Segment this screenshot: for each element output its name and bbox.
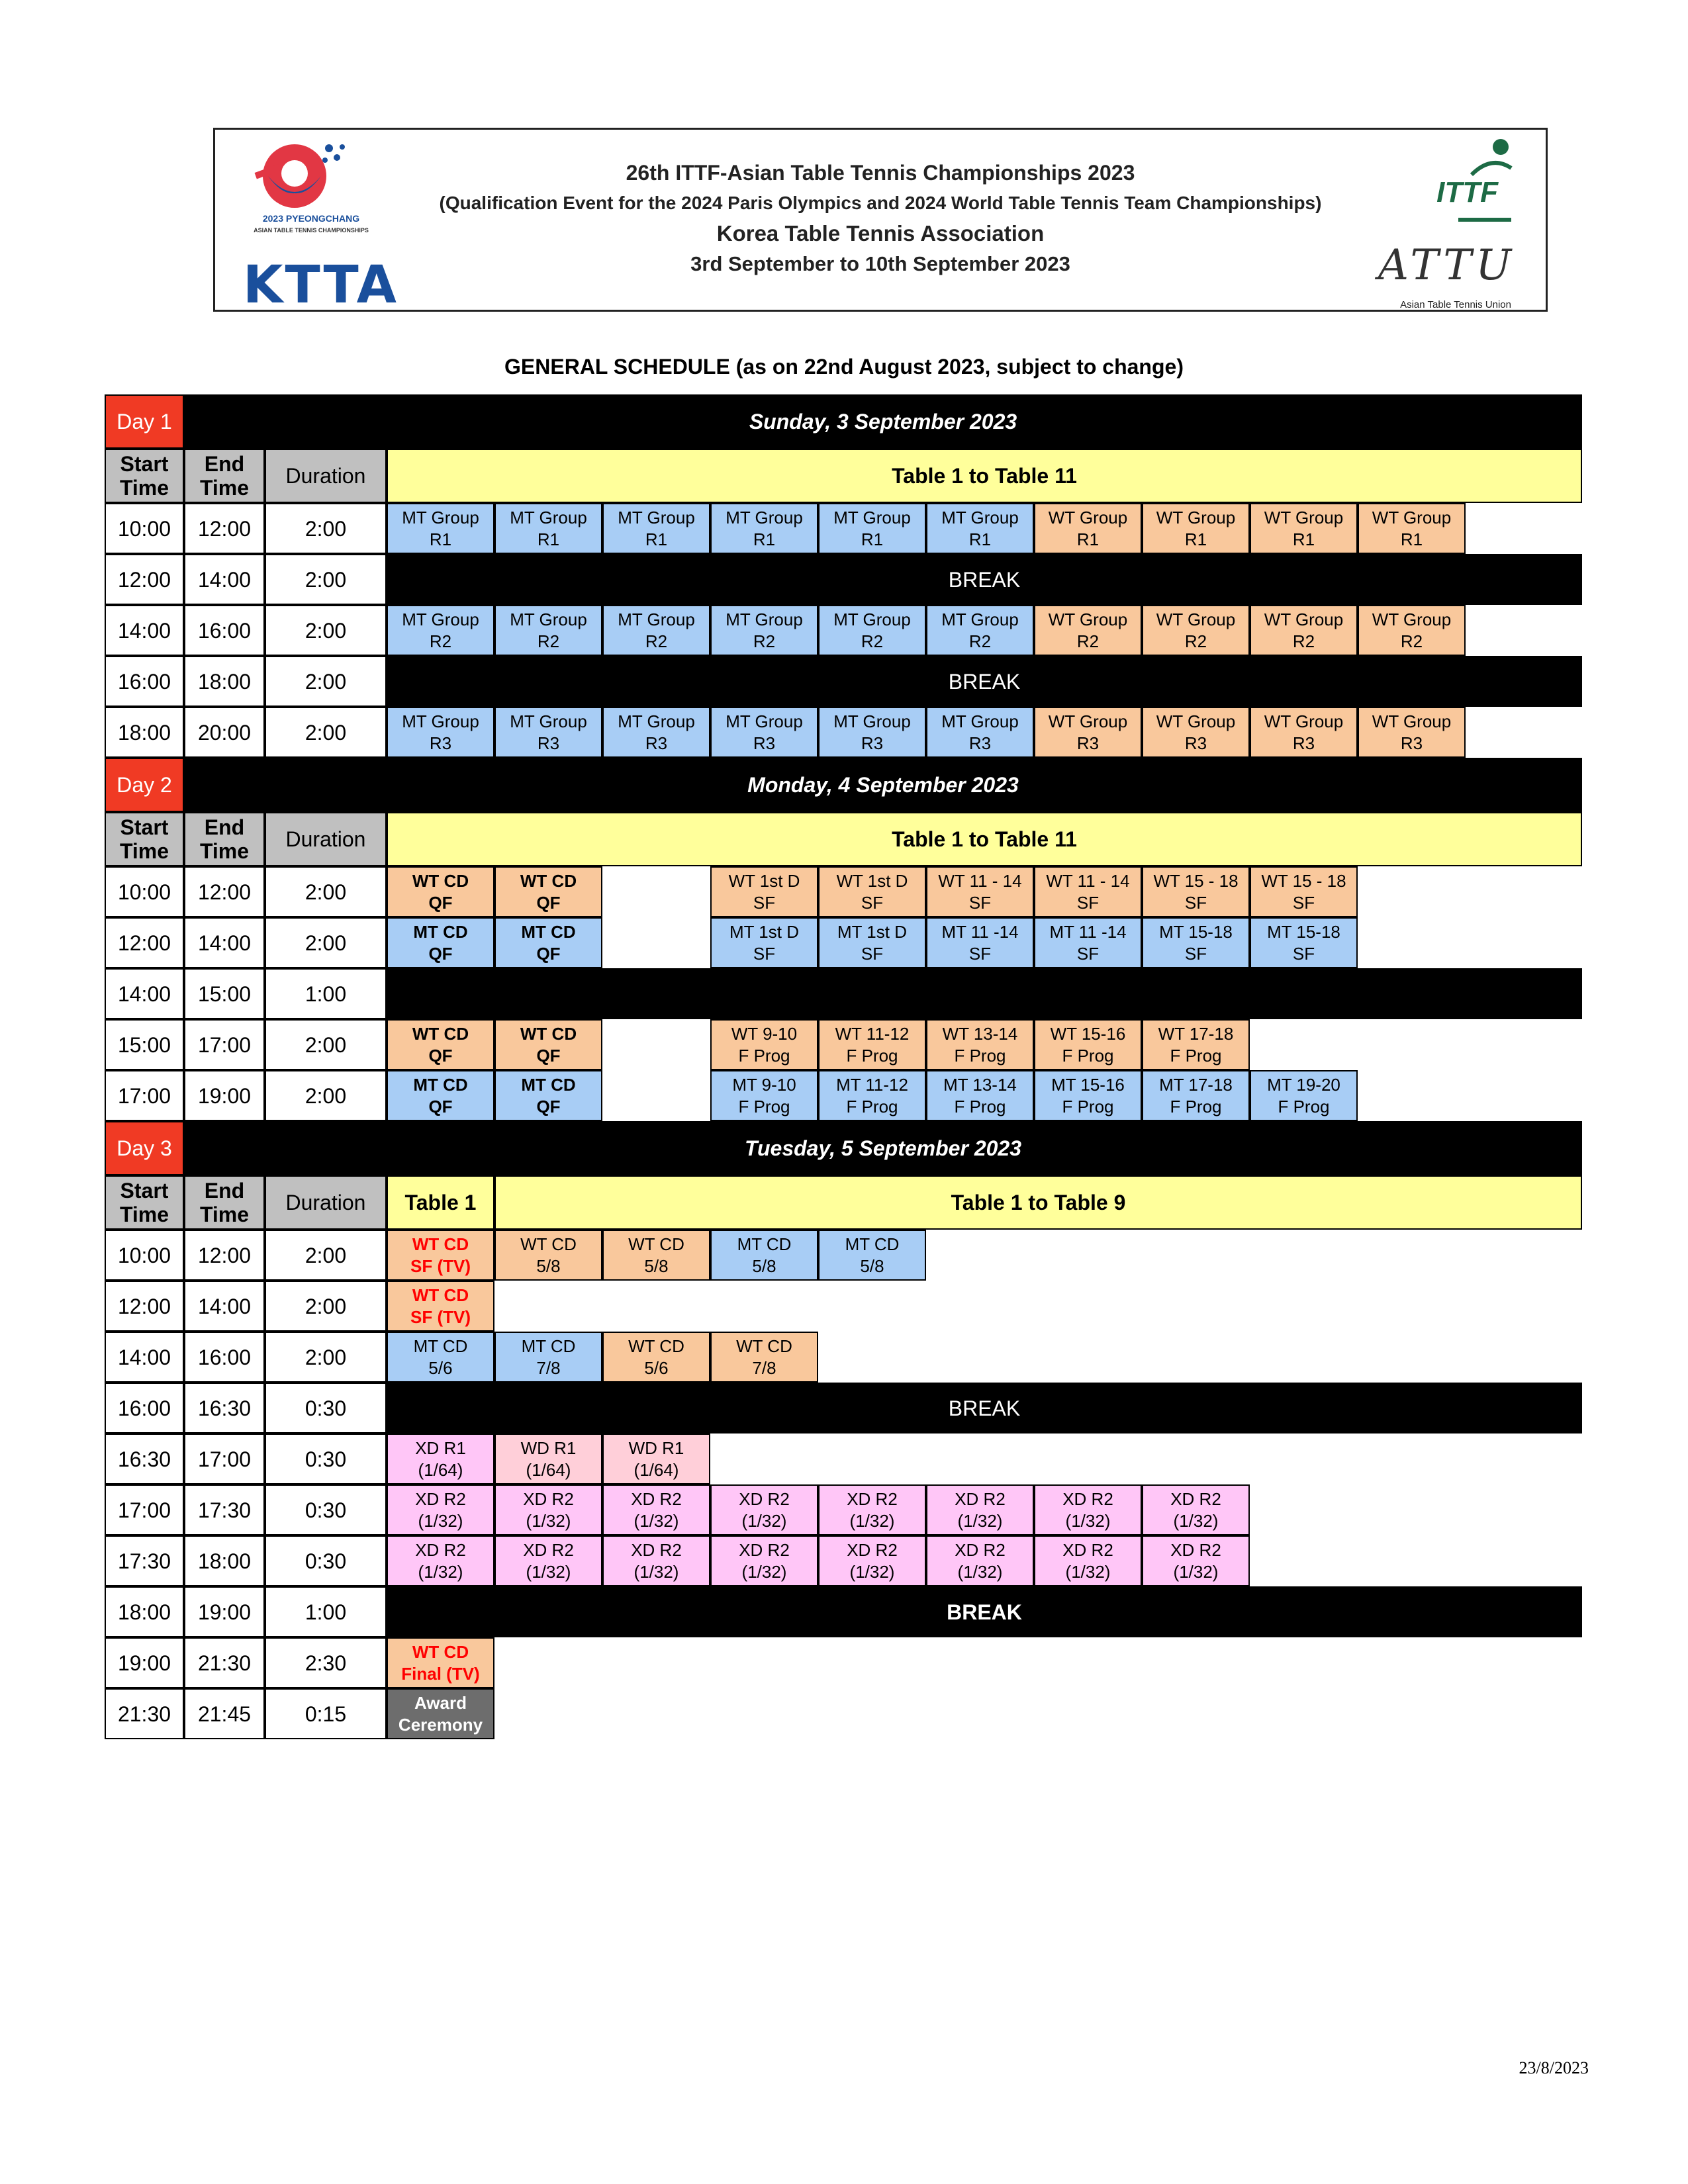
event-cell: WT 11-12 F Prog — [818, 1019, 926, 1070]
column-header-end: End Time — [184, 449, 265, 503]
event-cell: WT Group R1 — [1034, 503, 1142, 554]
event-cell: MT Group R3 — [818, 707, 926, 758]
event-cell: WT 17-18 F Prog — [1142, 1019, 1250, 1070]
start-time: 21:30 — [105, 1688, 184, 1739]
duration: 2:00 — [265, 917, 387, 968]
paddle-icon — [228, 135, 387, 214]
empty-black-band — [387, 968, 1582, 1019]
duration: 0:30 — [265, 1433, 387, 1484]
event-cell: WT Group R1 — [1142, 503, 1250, 554]
duration: 2:30 — [265, 1637, 387, 1688]
event-cell: MT Group R2 — [710, 605, 818, 656]
start-time: 17:00 — [105, 1070, 184, 1121]
column-header-start: Start Time — [105, 812, 184, 866]
duration: 0:30 — [265, 1535, 387, 1586]
event-cell: MT Group R2 — [494, 605, 602, 656]
event-cell: WT Group R2 — [1034, 605, 1142, 656]
event-cell: MT 11 -14 SF — [926, 917, 1034, 968]
event-cell: MT 13-14 F Prog — [926, 1070, 1034, 1121]
day-date-bar: Tuesday, 5 September 2023 — [184, 1121, 1582, 1175]
event-cell: XD R1 (1/64) — [387, 1433, 494, 1484]
end-time: 14:00 — [184, 917, 265, 968]
break-band: BREAK — [387, 1383, 1582, 1433]
event-title: 26th ITTF-Asian Table Tennis Championships 2023 — [626, 161, 1135, 185]
event-cell: MT CD QF — [494, 917, 602, 968]
event-cell: MT Group R3 — [926, 707, 1034, 758]
event-cell: MT Group R2 — [818, 605, 926, 656]
event-cell: WT CD SF (TV) — [387, 1281, 494, 1332]
event-cell: MT CD QF — [387, 1070, 494, 1121]
event-cell: WT 15-16 F Prog — [1034, 1019, 1142, 1070]
event-cell: WD R1 (1/64) — [602, 1433, 710, 1484]
end-time: 14:00 — [184, 554, 265, 605]
event-cell: MT Group R2 — [926, 605, 1034, 656]
start-time: 18:00 — [105, 1586, 184, 1637]
event-cell: WT Group R3 — [1142, 707, 1250, 758]
event-cell: MT 11-12 F Prog — [818, 1070, 926, 1121]
event-cell: MT Group R2 — [387, 605, 494, 656]
event-cell: WT Group R3 — [1358, 707, 1466, 758]
start-time: 10:00 — [105, 1230, 184, 1281]
federation-logos — [1378, 135, 1538, 310]
event-cell: WT 15 - 18 SF — [1250, 866, 1358, 917]
duration: 2:00 — [265, 1230, 387, 1281]
end-time: 14:00 — [184, 1281, 265, 1332]
event-subtitle: (Qualification Event for the 2024 Paris Olympics and 2024 World Table Tennis Team Championships) — [439, 193, 1322, 213]
event-cell: MT CD 5/8 — [710, 1230, 818, 1281]
start-time: 17:00 — [105, 1484, 184, 1535]
event-cell: MT 19-20 F Prog — [1250, 1070, 1358, 1121]
day-date-bar: Sunday, 3 September 2023 — [184, 394, 1582, 449]
event-cell: WT CD 5/8 — [494, 1230, 602, 1281]
end-time: 16:00 — [184, 605, 265, 656]
end-time: 12:00 — [184, 503, 265, 554]
event-cell: MT 1st D SF — [710, 917, 818, 968]
event-cell: MT CD QF — [387, 917, 494, 968]
break-band: BREAK — [387, 1586, 1582, 1637]
event-cell: MT CD 5/8 — [818, 1230, 926, 1281]
event-cell: WT Group R2 — [1250, 605, 1358, 656]
end-time: 19:00 — [184, 1586, 265, 1637]
header-titles — [414, 158, 1347, 279]
event-cell: XD R2 (1/32) — [1142, 1484, 1250, 1535]
event-cell: WT CD 5/6 — [602, 1332, 710, 1383]
start-time: 12:00 — [105, 1281, 184, 1332]
day-label: Day 3 — [105, 1121, 184, 1175]
duration: 0:30 — [265, 1383, 387, 1433]
event-cell: MT 11 -14 SF — [1034, 917, 1142, 968]
event-cell: XD R2 (1/32) — [1034, 1484, 1142, 1535]
end-time: 15:00 — [184, 968, 265, 1019]
end-time: 16:30 — [184, 1383, 265, 1433]
column-header-duration: Duration — [265, 812, 387, 866]
event-cell: MT 9-10 F Prog — [710, 1070, 818, 1121]
start-time: 19:00 — [105, 1637, 184, 1688]
duration: 2:00 — [265, 707, 387, 758]
event-cell: XD R2 (1/32) — [818, 1484, 926, 1535]
duration: 2:00 — [265, 605, 387, 656]
duration: 2:00 — [265, 866, 387, 917]
end-time: 17:00 — [184, 1433, 265, 1484]
end-time: 21:45 — [184, 1688, 265, 1739]
event-cell: WT 1st D SF — [818, 866, 926, 917]
event-cell: MT Group R3 — [602, 707, 710, 758]
event-cell: MT Group R1 — [818, 503, 926, 554]
event-cell: WD R1 (1/64) — [494, 1433, 602, 1484]
day-label: Day 1 — [105, 394, 184, 449]
column-header-duration: Duration — [265, 449, 387, 503]
event-cell: MT 15-18 SF — [1250, 917, 1358, 968]
start-time: 14:00 — [105, 605, 184, 656]
duration: 2:00 — [265, 656, 387, 707]
footer-date: 23/8/2023 — [1519, 2058, 1589, 2077]
event-cell: XD R2 (1/32) — [387, 1484, 494, 1535]
event-cell: MT Group R2 — [602, 605, 710, 656]
event-cell: MT 15-16 F Prog — [1034, 1070, 1142, 1121]
start-time: 17:30 — [105, 1535, 184, 1586]
event-cell: XD R2 (1/32) — [494, 1484, 602, 1535]
column-header-end: End Time — [184, 812, 265, 866]
column-header-end: End Time — [184, 1175, 265, 1230]
start-time: 16:00 — [105, 656, 184, 707]
start-time: 14:00 — [105, 1332, 184, 1383]
day-label: Day 2 — [105, 758, 184, 812]
schedule-title: GENERAL SCHEDULE (as on 22nd August 2023, subject to change) — [504, 355, 1184, 379]
end-time: 18:00 — [184, 1535, 265, 1586]
event-cell: XD R2 (1/32) — [1142, 1535, 1250, 1586]
event-cell: WT Group R3 — [1250, 707, 1358, 758]
start-time: 10:00 — [105, 866, 184, 917]
table1-header: Table 1 — [387, 1175, 494, 1230]
event-cell: MT 1st D SF — [818, 917, 926, 968]
start-time: 12:00 — [105, 554, 184, 605]
break-band: BREAK — [387, 554, 1582, 605]
organizer: Korea Table Tennis Association — [716, 221, 1045, 246]
event-cell: WT CD 5/8 — [602, 1230, 710, 1281]
event-cell: XD R2 (1/32) — [602, 1535, 710, 1586]
logo-caption-sub: ASIAN TABLE TENNIS CHAMPIONSHIPS — [254, 227, 369, 234]
attu-caption: Asian Table Tennis Union — [1400, 299, 1511, 310]
event-cell: WT 11 - 14 SF — [1034, 866, 1142, 917]
end-time: 20:00 — [184, 707, 265, 758]
start-time: 15:00 — [105, 1019, 184, 1070]
column-header-start: Start Time — [105, 1175, 184, 1230]
event-cell: WT Group R3 — [1034, 707, 1142, 758]
event-cell: MT Group R1 — [710, 503, 818, 554]
attu-logo-text: ATTU — [1378, 241, 1515, 290]
end-time: 21:30 — [184, 1637, 265, 1688]
event-cell: XD R2 (1/32) — [818, 1535, 926, 1586]
event-cell: WT Group R1 — [1250, 503, 1358, 554]
event-cell: WT Group R2 — [1142, 605, 1250, 656]
event-cell: XD R2 (1/32) — [926, 1484, 1034, 1535]
event-cell: WT CD QF — [494, 1019, 602, 1070]
duration: 1:00 — [265, 968, 387, 1019]
header-banner — [213, 128, 1548, 315]
duration: 1:00 — [265, 1586, 387, 1637]
tables-header: Table 1 to Table 9 — [494, 1175, 1582, 1230]
event-cell: MT 17-18 F Prog — [1142, 1070, 1250, 1121]
column-header-start: Start Time — [105, 449, 184, 503]
end-time: 12:00 — [184, 866, 265, 917]
event-cell: Award Ceremony — [387, 1688, 494, 1739]
end-time: 16:00 — [184, 1332, 265, 1383]
event-cell: MT CD 5/6 — [387, 1332, 494, 1383]
event-cell: MT CD 7/8 — [494, 1332, 602, 1383]
event-cell: XD R2 (1/32) — [494, 1535, 602, 1586]
event-cell: WT 15 - 18 SF — [1142, 866, 1250, 917]
end-time: 19:00 — [184, 1070, 265, 1121]
end-time: 17:30 — [184, 1484, 265, 1535]
event-cell: WT CD SF (TV) — [387, 1230, 494, 1281]
event-cell: WT CD QF — [387, 1019, 494, 1070]
start-time: 12:00 — [105, 917, 184, 968]
logo-caption: 2023 PYEONGCHANG — [262, 213, 360, 224]
tables-header: Table 1 to Table 11 — [387, 449, 1582, 503]
event-cell: WT CD Final (TV) — [387, 1637, 494, 1688]
event-cell: WT CD QF — [387, 866, 494, 917]
day-date-bar: Monday, 4 September 2023 — [184, 758, 1582, 812]
event-cell: XD R2 (1/32) — [926, 1535, 1034, 1586]
event-cell: WT 13-14 F Prog — [926, 1019, 1034, 1070]
event-cell: XD R2 (1/32) — [602, 1484, 710, 1535]
event-cell: WT Group R2 — [1358, 605, 1466, 656]
event-cell: MT CD QF — [494, 1070, 602, 1121]
ittf-logo-text: ITTF — [1436, 176, 1498, 208]
column-header-duration: Duration — [265, 1175, 387, 1230]
start-time: 10:00 — [105, 503, 184, 554]
tables-header: Table 1 to Table 11 — [387, 812, 1582, 866]
event-cell: MT 15-18 SF — [1142, 917, 1250, 968]
event-dates: 3rd September to 10th September 2023 — [690, 252, 1070, 275]
event-cell: WT CD QF — [494, 866, 602, 917]
event-cell: MT Group R1 — [494, 503, 602, 554]
event-cell: WT Group R1 — [1358, 503, 1466, 554]
event-cell: MT Group R3 — [710, 707, 818, 758]
duration: 2:00 — [265, 1332, 387, 1383]
start-time: 14:00 — [105, 968, 184, 1019]
event-cell: XD R2 (1/32) — [710, 1535, 818, 1586]
duration: 0:15 — [265, 1688, 387, 1739]
start-time: 18:00 — [105, 707, 184, 758]
ktta-logo-text: KTTA — [243, 255, 399, 315]
event-cell: MT Group R3 — [387, 707, 494, 758]
end-time: 17:00 — [184, 1019, 265, 1070]
event-cell: XD R2 (1/32) — [710, 1484, 818, 1535]
event-cell: WT CD 7/8 — [710, 1332, 818, 1383]
event-cell: MT Group R1 — [387, 503, 494, 554]
break-band: BREAK — [387, 656, 1582, 707]
event-cell: WT 9-10 F Prog — [710, 1019, 818, 1070]
pyeongchang-logo — [228, 135, 399, 315]
end-time: 12:00 — [184, 1230, 265, 1281]
event-cell: MT Group R1 — [602, 503, 710, 554]
event-cell: MT Group R3 — [494, 707, 602, 758]
duration: 2:00 — [265, 1019, 387, 1070]
duration: 2:00 — [265, 1281, 387, 1332]
event-cell: MT Group R1 — [926, 503, 1034, 554]
event-cell: XD R2 (1/32) — [387, 1535, 494, 1586]
end-time: 18:00 — [184, 656, 265, 707]
duration: 2:00 — [265, 1070, 387, 1121]
duration: 2:00 — [265, 554, 387, 605]
event-cell: WT 11 - 14 SF — [926, 866, 1034, 917]
event-cell: XD R2 (1/32) — [1034, 1535, 1142, 1586]
start-time: 16:30 — [105, 1433, 184, 1484]
start-time: 16:00 — [105, 1383, 184, 1433]
duration: 0:30 — [265, 1484, 387, 1535]
event-cell: WT 1st D SF — [710, 866, 818, 917]
duration: 2:00 — [265, 503, 387, 554]
